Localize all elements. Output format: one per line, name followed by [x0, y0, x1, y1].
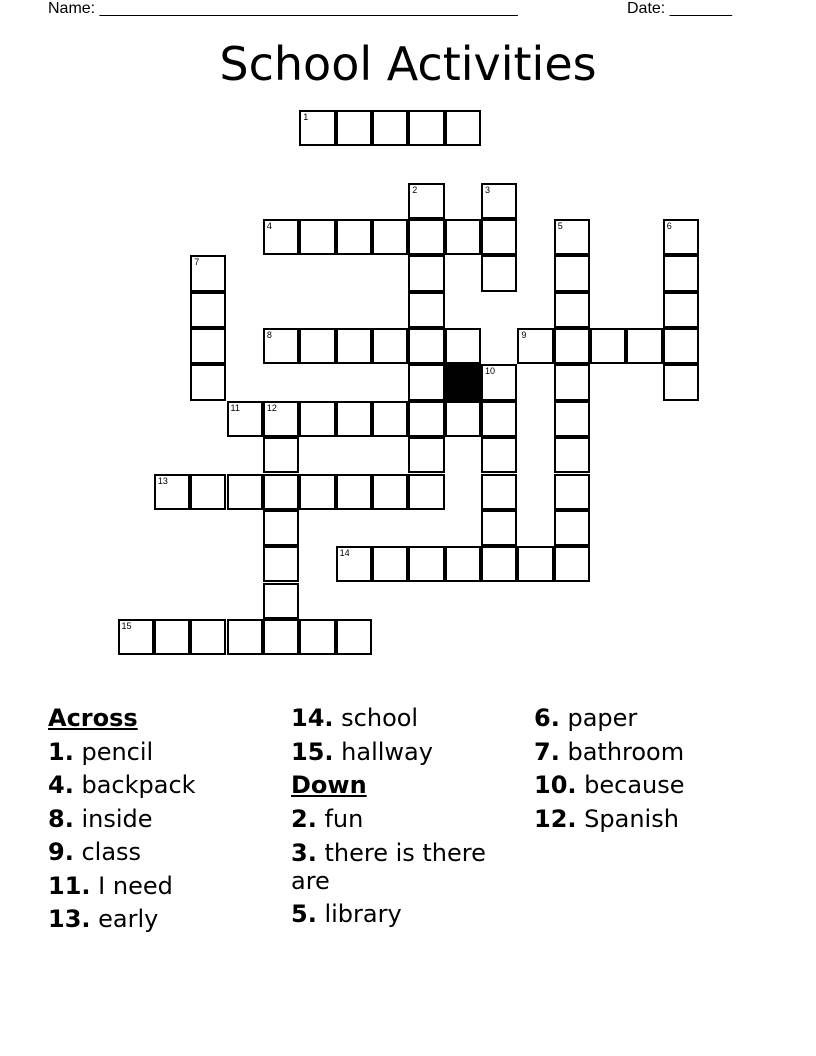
grid-cell[interactable]	[299, 110, 335, 146]
grid-cell[interactable]	[336, 401, 372, 437]
grid-clue-number: 15	[121, 620, 132, 631]
grid-cell[interactable]	[517, 328, 553, 364]
grid-cell[interactable]	[554, 219, 590, 255]
clues-column-2	[291, 702, 521, 932]
grid-clue-number: 7	[194, 257, 200, 268]
page-title: School Activities	[219, 37, 597, 91]
grid-cell[interactable]	[263, 437, 299, 473]
grid-cell[interactable]	[408, 110, 444, 146]
grid-cell[interactable]	[336, 619, 372, 655]
grid-cell[interactable]	[408, 183, 444, 219]
grid-cell[interactable]	[336, 219, 372, 255]
grid-cell[interactable]	[263, 510, 299, 546]
grid-cell[interactable]	[154, 474, 190, 510]
grid-cell[interactable]	[554, 546, 590, 582]
grid-clue-number: 9	[521, 330, 527, 341]
grid-clue-number: 6	[666, 221, 672, 232]
across-clue-11: 11. I need	[48, 871, 173, 900]
grid-cell[interactable]	[408, 546, 444, 582]
grid-cell[interactable]	[663, 219, 699, 255]
clues-column-3	[534, 702, 774, 836]
grid-cell[interactable]	[263, 401, 299, 437]
grid-cell[interactable]	[372, 110, 408, 146]
grid-cell[interactable]	[299, 328, 335, 364]
grid-cell[interactable]	[626, 328, 662, 364]
grid-cell[interactable]	[336, 328, 372, 364]
grid-cell[interactable]	[190, 364, 226, 400]
grid-cell[interactable]	[372, 546, 408, 582]
grid-cell[interactable]	[372, 401, 408, 437]
grid-cell[interactable]	[408, 255, 444, 291]
grid-cell[interactable]	[299, 474, 335, 510]
down-heading: Down	[291, 771, 367, 799]
across-clue-15: 15. hallway	[291, 737, 433, 766]
grid-cell[interactable]	[154, 619, 190, 655]
grid-clue-number: 1	[303, 112, 309, 122]
grid-cell[interactable]	[481, 255, 517, 291]
grid-cell[interactable]	[445, 110, 481, 146]
grid-cell[interactable]	[263, 328, 299, 364]
grid-cell[interactable]	[372, 328, 408, 364]
grid-cell[interactable]	[481, 437, 517, 473]
grid-cell[interactable]	[663, 255, 699, 291]
grid-cell[interactable]	[190, 619, 226, 655]
grid-cell[interactable]	[481, 401, 517, 437]
grid-cell[interactable]	[190, 474, 226, 510]
down-clue-3: 3. there is there are	[291, 839, 486, 895]
grid-cell[interactable]	[336, 474, 372, 510]
grid-cell[interactable]	[590, 328, 626, 364]
grid-clue-number: 8	[266, 330, 272, 341]
grid-cell[interactable]	[554, 364, 590, 400]
grid-clue-number: 4	[266, 221, 272, 232]
grid-clue-number: 12	[266, 402, 277, 413]
grid-cell[interactable]	[445, 546, 481, 582]
grid-cell[interactable]	[481, 219, 517, 255]
across-clue-1: 1. pencil	[48, 737, 154, 766]
grid-clue-number: 13	[157, 475, 168, 486]
date-field[interactable]: Date: _______	[627, 0, 732, 17]
grid-cell[interactable]	[445, 401, 481, 437]
grid-clue-number: 3	[485, 184, 491, 195]
grid-clue-number: 11	[230, 402, 240, 413]
grid-cell[interactable]	[481, 546, 517, 582]
grid-cell[interactable]	[408, 328, 444, 364]
grid-cell[interactable]	[190, 255, 226, 291]
down-clue-6: 6. paper	[534, 704, 638, 732]
grid-cell[interactable]	[299, 219, 335, 255]
down-clue-5: 5. library	[291, 900, 402, 928]
grid-cell[interactable]	[554, 437, 590, 473]
grid-cell[interactable]	[227, 474, 263, 510]
grid-cell[interactable]	[663, 364, 699, 400]
grid-clue-number: 10	[485, 366, 496, 377]
grid-cell[interactable]	[554, 255, 590, 291]
grid-cell[interactable]	[372, 219, 408, 255]
grid-cell[interactable]	[190, 292, 226, 328]
down-clue-10: 10. because	[534, 771, 685, 799]
across-clue-8: 8. inside	[48, 804, 153, 833]
grid-cell[interactable]	[263, 474, 299, 510]
grid-cell[interactable]	[445, 328, 481, 364]
grid-cell[interactable]	[299, 401, 335, 437]
grid-cell[interactable]	[190, 328, 226, 364]
grid-cell[interactable]	[263, 546, 299, 582]
grid-cell[interactable]	[481, 510, 517, 546]
grid-cell[interactable]	[554, 510, 590, 546]
grid-cell[interactable]	[663, 328, 699, 364]
grid-cell[interactable]	[263, 619, 299, 655]
grid-cell[interactable]	[481, 364, 517, 400]
grid-cell[interactable]	[408, 292, 444, 328]
grid-cell[interactable]	[408, 437, 444, 473]
grid-cell[interactable]	[663, 292, 699, 328]
grid-cell[interactable]	[263, 219, 299, 255]
grid-cell[interactable]	[408, 401, 444, 437]
grid-cell[interactable]	[227, 401, 263, 437]
grid-cell[interactable]	[408, 364, 444, 400]
grid-cell[interactable]	[336, 546, 372, 582]
across-clue-14: 14. school	[291, 704, 419, 732]
grid-cell[interactable]	[554, 328, 590, 364]
grid-cell[interactable]	[118, 619, 154, 655]
grid-clue-number: 2	[412, 184, 418, 195]
down-clue-7: 7. bathroom	[534, 737, 685, 766]
grid-cell[interactable]	[554, 292, 590, 328]
name-field[interactable]: Name: _______________________________________________	[48, 0, 518, 17]
grid-cell[interactable]	[554, 401, 590, 437]
grid-cell[interactable]	[517, 546, 553, 582]
grid-clue-number: 14	[339, 548, 350, 559]
grid-cell[interactable]	[372, 474, 408, 510]
across-heading: Across	[48, 704, 138, 732]
across-clue-4: 4. backpack	[48, 771, 196, 799]
down-clue-12: 12. Spanish	[534, 804, 679, 833]
clues-column-1	[48, 702, 278, 937]
grid-cell[interactable]	[299, 619, 335, 655]
grid-cell[interactable]	[445, 219, 481, 255]
grid-cell[interactable]	[227, 619, 263, 655]
grid-block	[445, 364, 481, 400]
grid-clue-number: 5	[557, 221, 563, 232]
grid-cell[interactable]	[481, 183, 517, 219]
across-clue-13: 13. early	[48, 905, 159, 933]
across-clue-9: 9. class	[48, 838, 142, 866]
grid-cell[interactable]	[408, 219, 444, 255]
grid-cell[interactable]	[554, 474, 590, 510]
grid-cell[interactable]	[336, 110, 372, 146]
grid-cell[interactable]	[481, 474, 517, 510]
down-clue-2: 2. fun	[291, 804, 364, 833]
grid-cell[interactable]	[263, 583, 299, 619]
grid-cell[interactable]	[408, 474, 444, 510]
